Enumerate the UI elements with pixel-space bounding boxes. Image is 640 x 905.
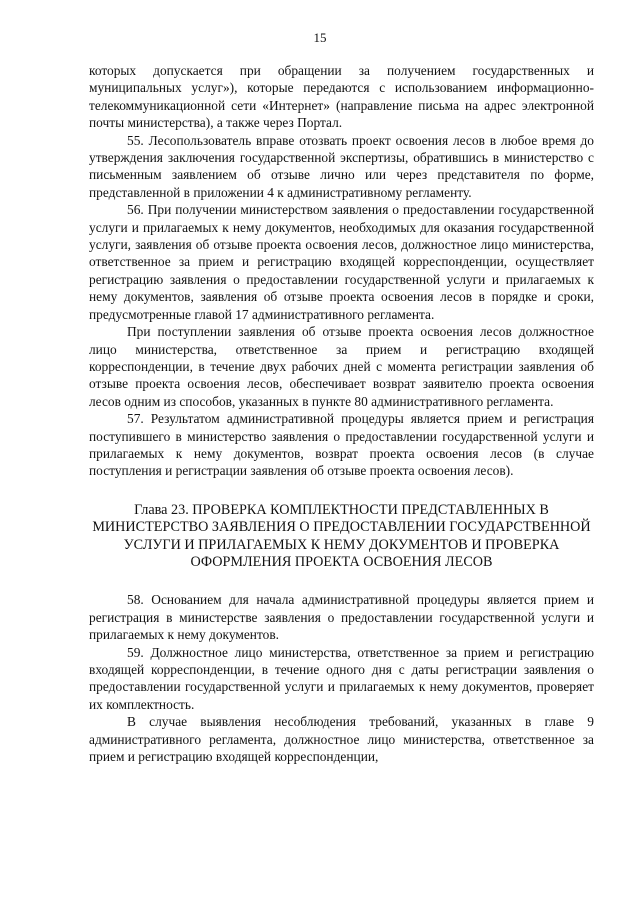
paragraph: 59. Должностное лицо министерства, ответственное за прием и регистрацию входящей корреспонденции, в течение одного дня с даты регистрации заявления о предоставлении государственной услуги и прилагаемых к нему документов, проверяет их комплектность. [89, 644, 594, 712]
paragraph: 57. Результатом административной процедуры является прием и регистрация поступившего в министерство заявления о предоставлении государственной услуги и прилагаемых к нему документов, возврат проекта освоения лесов (в случае поступления и регистрации заявления об отзыве проекта освоения лесов). [89, 411, 594, 479]
paragraph: При поступлении заявления об отзыве проекта освоения лесов должностное лицо министерства, ответственное за прием и регистрацию входящей корреспонденции, в течение двух рабочих дней с момента регистрации заявления об отзыве проекта освоения лесов, обеспечивает возврат заявителю проекта освоения лесов одним из способов, указанных в пункте 80 административного регламента. [89, 324, 594, 409]
paragraph: 58. Основанием для начала административной процедуры является прием и регистрация в министерстве заявления о предоставлении государственной услуги и прилагаемых к нему документов. [89, 592, 594, 643]
document-body [89, 62, 594, 765]
paragraph: 56. При получении министерством заявления о предоставлении государственной услуги и прилагаемых к нему документов, необходимых для оказания государственной услуги, заявления об отзыве проекта освоения лесов, должностное лицо министерства, ответственное за прием и регистрацию входящей корреспонденции, осуществляет регистрацию заявления о предоставлении государственной услуги и прилагаемых к нему документов, заявления об отзыве проекта освоения лесов в порядке и сроки, предусмотренные главой 17 административного регламента. [89, 202, 594, 322]
page-number: 15 [313, 30, 327, 45]
paragraph: В случае выявления несоблюдения требований, указанных в главе 9 административного регламента, должностное лицо министерства, ответственное за прием и регистрацию входящей корреспонденции, [89, 714, 594, 765]
section-before-heading [89, 62, 594, 480]
section-after-heading [89, 591, 594, 765]
paragraph: 55. Лесопользователь вправе отозвать проект освоения лесов в любое время до утверждения заключения государственной экспертизы, обратившись в министерство с письменным заявлением об отзыве лично или через представителя по форме, представленной в приложении 4 к административному регламенту. [89, 132, 594, 200]
paragraph: которых допускается при обращении за получением государственных и муниципальных услуг»), которые передаются с использованием информационно-телекоммуникационной сети «Интернет» (направление письма на адрес электронной почты министерства), а также через Портал. [89, 63, 594, 131]
chapter-heading: Глава 23. ПРОВЕРКА КОМПЛЕКТНОСТИ ПРЕДСТАВЛЕННЫХ В МИНИСТЕРСТВО ЗАЯВЛЕНИЯ О ПРЕДОСТАВЛЕНИИ ГОСУДАРСТВЕННОЙ УСЛУГИ И ПРИЛАГАЕМЫХ К НЕМУ ДОКУМЕНТОВ И ПРОВЕРКА ОФОРМЛЕНИЯ ПРОЕКТА ОСВОЕНИЯ ЛЕСОВ [92, 501, 591, 570]
